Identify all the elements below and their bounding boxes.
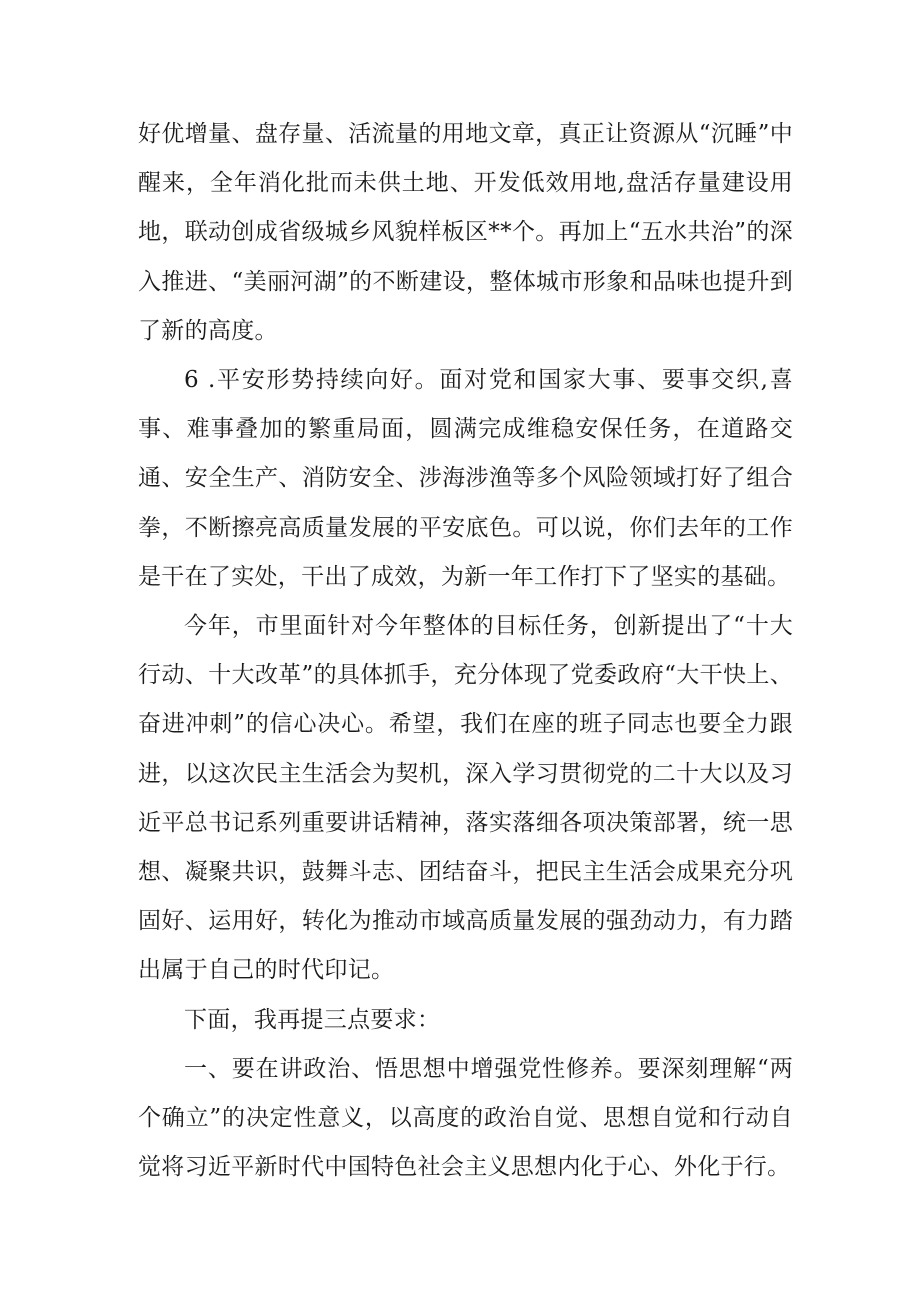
paragraph-requirement-one: 一、要在讲政治、悟思想中增强党性修养。要深刻理解“两个确立”的决定性意义，以高度的政治自觉、思想自觉和行动自觉将习近平新时代中国特色社会主义思想内化于心、外化于行。 — [138, 1055, 793, 1181]
paragraph-land-use: 好优增量、盘存量、活流量的用地文章，真正让资源从“沉睡”中醒来，全年消化批而未供土地、开发低效用地,盘活存量建设用地，联动创成省级城乡风貌样板区**个。再加上“五水共治”的深入推进、“美丽河湖”的不断建设，整体城市形象和品味也提升到了新的高度。 — [138, 121, 793, 344]
paragraph-this-year: 今年，市里面针对今年整体的目标任务，创新提出了“十大行动、十大改革”的具体抓手，充分体现了党委政府“大干快上、奋进冲刺”的信心决心。希望，我们在座的班子同志也要全力跟进，以这次民主生活会为契机，深入学习贯彻党的二十大以及习近平总书记系列重要讲话精神，落实落细各项决策部署，统一思想、凝聚共识，鼓舞斗志、团结奋斗，把民主生活会成果充分巩固好、运用好，转化为推动市域高质量发展的强劲动力，有力踏出属于自己的时代印记。 — [138, 613, 793, 984]
paragraph-requirements-intro: 下面，我再提三点要求： — [184, 1006, 441, 1033]
paragraph-public-safety: 6 .平安形势持续向好。面对党和国家大事、要事交织,喜事、难事叠加的繁重局面，圆满完成维稳安保任务，在道路交通、安全生产、消防安全、涉海涉渔等多个风险领域打好了组合拳，不断擦亮高质量发展的平安底色。可以说，你们去年的工作是干在了实处，干出了成效，为新一年工作打下了坚实的基础。 — [138, 367, 793, 590]
document-body — [138, 110, 793, 1192]
